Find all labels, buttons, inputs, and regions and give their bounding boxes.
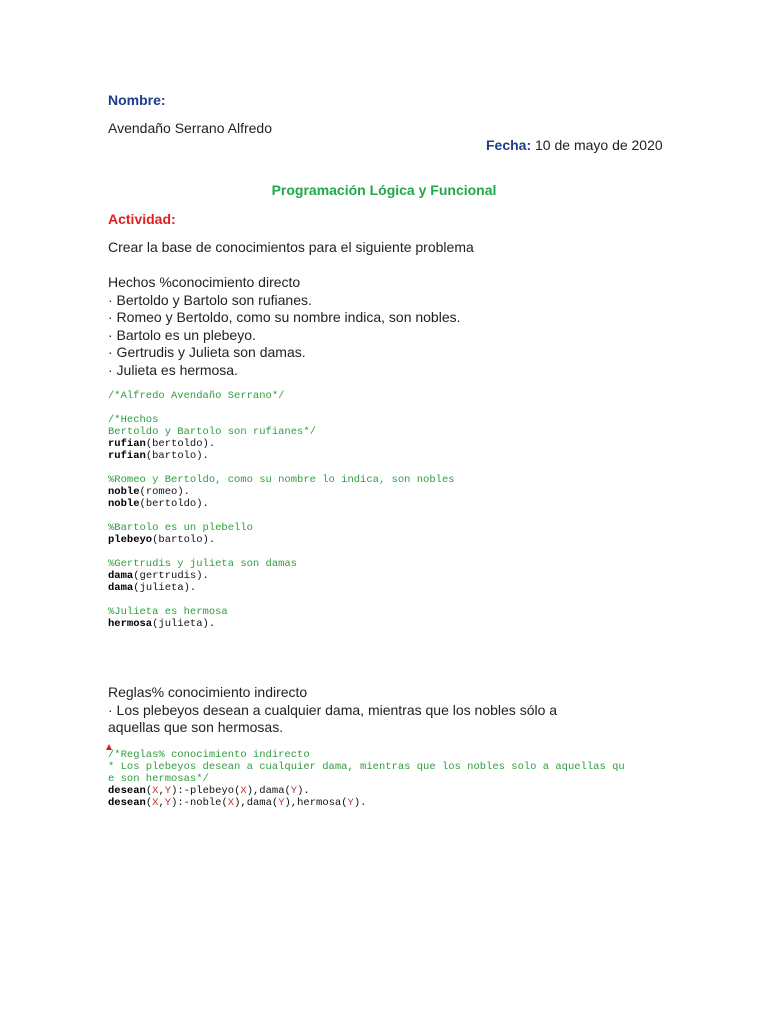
reglas-line: aquellas que son hermosas.: [108, 719, 284, 735]
code-predicate: rufian: [108, 450, 146, 462]
code-comment: e son hermosas*/: [108, 773, 209, 785]
fecha-value: 10 de mayo de 2020: [535, 137, 663, 153]
hechos-item: · Julieta es hermosa.: [108, 361, 238, 378]
hechos-item: · Bartolo es un plebeyo.: [108, 326, 256, 343]
code-variable: Y: [278, 797, 285, 809]
code-args: (julieta).: [152, 618, 216, 630]
code-variable: X: [240, 785, 247, 797]
code-variable: X: [152, 797, 159, 809]
code-comment: %Julieta es hermosa: [108, 606, 228, 618]
code-variable: X: [152, 785, 159, 797]
hechos-section: [108, 274, 461, 379]
code-variable: Y: [164, 785, 172, 797]
code-args: (bertoldo).: [145, 438, 216, 450]
code-predicate: noble: [108, 486, 140, 498]
hechos-item: · Gertrudis y Julieta son damas.: [108, 344, 306, 360]
hechos-item: · Bertoldo y Bartolo son rufianes.: [108, 291, 312, 308]
code-punct: (: [145, 785, 153, 797]
code-comment: * Los plebeyos desean a cualquier dama, mientras que los nobles solo a aquellas qu: [108, 761, 625, 773]
code-block-reglas: [108, 749, 625, 809]
code-variable: X: [227, 797, 235, 809]
code-body: ),dama(: [246, 785, 291, 797]
code-punct: ,: [158, 797, 165, 809]
code-args: (romeo).: [139, 486, 190, 498]
code-body: ),dama(: [234, 797, 279, 809]
code-punct: (: [145, 797, 153, 809]
nombre-value: Avendaño Serrano Alfredo: [108, 120, 272, 136]
nombre-label: Nombre:: [108, 92, 166, 108]
code-args: (bertoldo).: [139, 498, 209, 510]
code-comment: %Bartolo es un plebello: [108, 522, 253, 534]
code-args: (bartolo).: [145, 450, 209, 462]
reglas-line: · Los plebeyos desean a cualquier dama, mientras que los nobles sólo a: [108, 701, 558, 718]
code-punct: ).: [353, 797, 367, 809]
code-comment: %Gertrudis y julieta son damas: [108, 558, 298, 570]
reglas-section: [108, 684, 557, 737]
reglas-heading: Reglas% conocimiento indirecto: [108, 684, 308, 700]
code-args: (gertrudis).: [133, 570, 209, 582]
code-args: (bartolo).: [152, 534, 216, 546]
hechos-heading: Hechos %conocimiento directo: [108, 274, 301, 290]
hechos-item: · Romeo y Bertoldo, como su nombre indica, son nobles.: [108, 309, 461, 325]
code-predicate: plebeyo: [108, 534, 153, 546]
code-args: (julieta).: [133, 582, 197, 594]
code-predicate: desean: [108, 785, 146, 797]
code-predicate: dama: [108, 582, 134, 594]
code-predicate: desean: [108, 797, 146, 809]
code-body: ):-plebeyo(: [171, 785, 241, 797]
code-body: ),hermosa(: [284, 797, 348, 809]
code-punct: ,: [158, 785, 165, 797]
code-predicate: rufian: [108, 438, 146, 450]
code-variable: Y: [290, 785, 298, 797]
code-punct: ).: [297, 785, 310, 797]
fecha-line: [486, 137, 663, 153]
fecha-label: Fecha:: [486, 137, 532, 153]
code-comment: Bertoldo y Bartolo son rufianes*/: [108, 426, 316, 438]
code-predicate: noble: [108, 498, 140, 510]
code-body: ):-noble(: [171, 797, 228, 809]
code-comment: %Romeo y Bertoldo, como su nombre lo indica, son nobles: [108, 474, 455, 486]
code-variable: Y: [164, 797, 172, 809]
code-predicate: hermosa: [108, 618, 153, 630]
actividad-label: Actividad:: [108, 211, 176, 227]
actividad-instruction: Crear la base de conocimientos para el siguiente problema: [108, 239, 474, 255]
course-title: Programación Lógica y Funcional: [271, 182, 497, 198]
code-comment: /*Reglas% conocimiento indirecto: [108, 749, 310, 761]
code-variable: Y: [347, 797, 354, 809]
code-block-hechos: [108, 390, 455, 630]
code-comment: /*Hechos: [108, 414, 159, 426]
code-predicate: dama: [108, 570, 134, 582]
code-comment: /*Alfredo Avendaño Serrano*/: [108, 390, 285, 402]
